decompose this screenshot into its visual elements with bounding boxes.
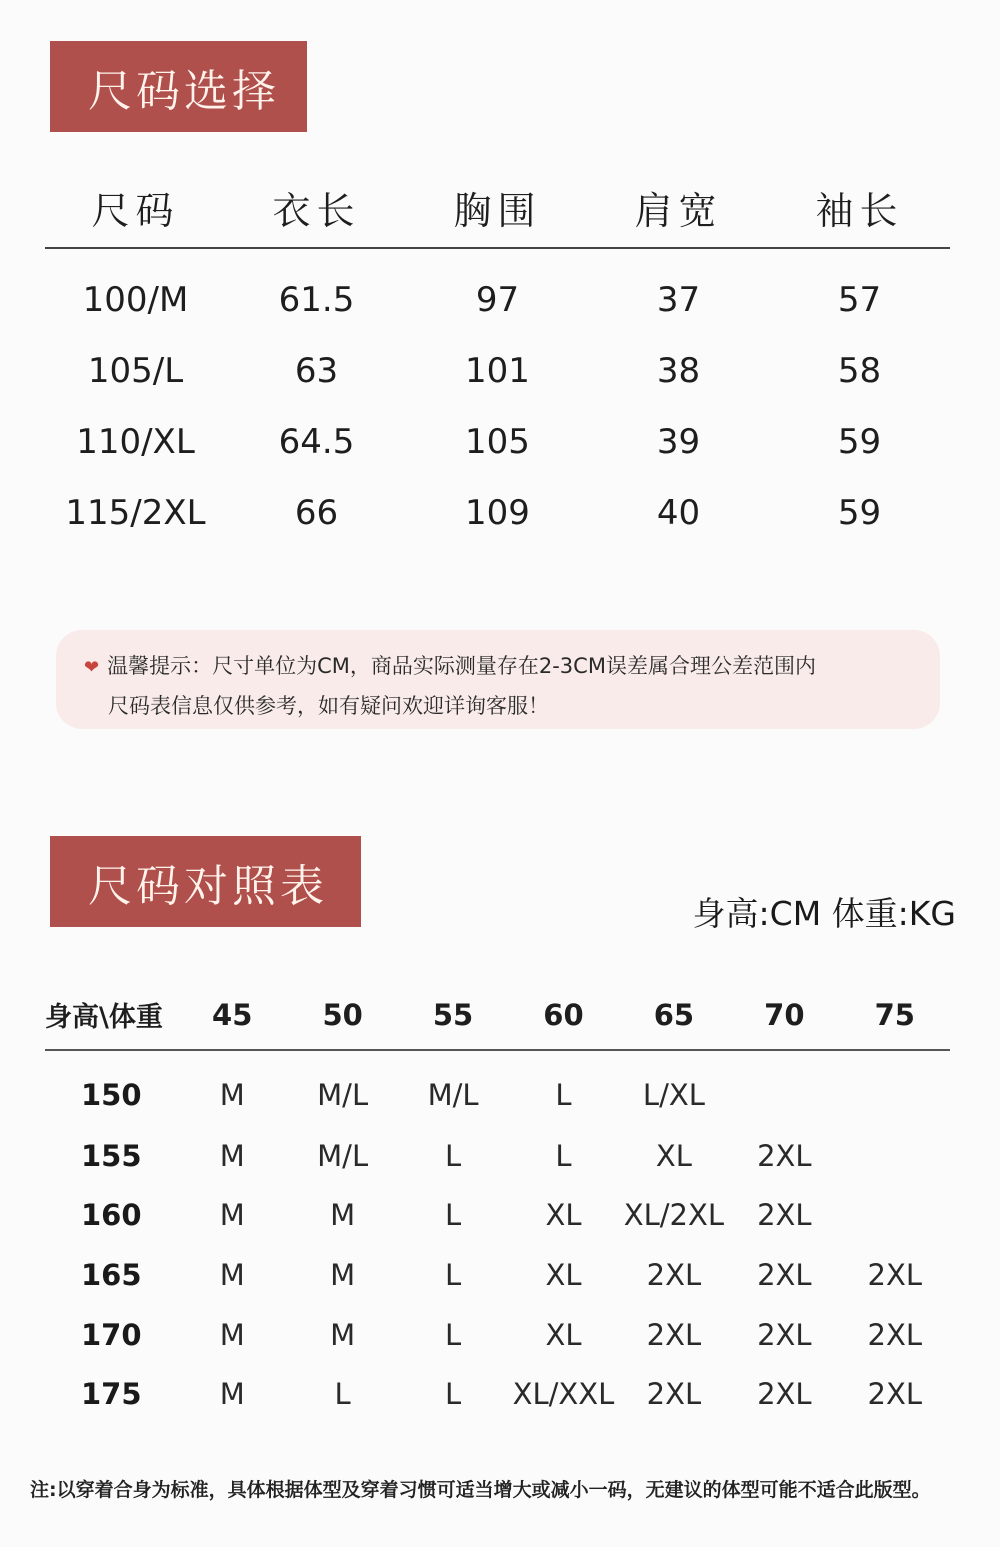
table-cell: 2XL bbox=[757, 1257, 812, 1292]
table-row bbox=[45, 477, 950, 548]
table-cell: 2XL bbox=[646, 1257, 702, 1292]
header-weight: 60 bbox=[508, 980, 618, 1050]
size-selection-title-text: 尺码选择 bbox=[88, 65, 280, 117]
table-cell: M bbox=[219, 1317, 245, 1352]
table-cell: 59 bbox=[837, 492, 882, 533]
table-cell: 97 bbox=[475, 280, 520, 320]
table-cell: M/L bbox=[317, 1138, 369, 1173]
table-cell: L bbox=[444, 1138, 462, 1173]
table-cell: L bbox=[334, 1377, 351, 1412]
table-cell bbox=[729, 1050, 839, 1126]
table-cell: 2XL bbox=[867, 1317, 922, 1352]
table-cell: 101 bbox=[465, 350, 530, 391]
table-cell: L/XL bbox=[642, 1077, 705, 1112]
height-cell: 170 bbox=[81, 1317, 142, 1352]
table-cell: M/L bbox=[427, 1077, 479, 1112]
table-cell: XL/2XL bbox=[623, 1198, 725, 1233]
header-weight: 75 bbox=[840, 980, 950, 1050]
table-cell: M bbox=[219, 1198, 245, 1233]
table-cell: M bbox=[330, 1257, 356, 1292]
height-cell: 165 bbox=[81, 1257, 142, 1292]
table-cell: 58 bbox=[837, 350, 882, 391]
table-cell: L bbox=[444, 1198, 462, 1233]
table-cell: 2XL bbox=[867, 1377, 922, 1412]
table-cell: 2XL bbox=[757, 1317, 812, 1352]
table-cell: M bbox=[219, 1377, 245, 1412]
header-weight: 50 bbox=[287, 980, 397, 1050]
table-cell: 105 bbox=[465, 421, 530, 462]
header-weight: 65 bbox=[619, 980, 729, 1050]
table-cell bbox=[840, 1126, 950, 1186]
tip-box bbox=[56, 630, 940, 729]
table-cell: L bbox=[444, 1377, 462, 1412]
table-cell: 38 bbox=[656, 350, 701, 391]
table-cell: 59 bbox=[837, 421, 882, 462]
table-row bbox=[45, 1050, 950, 1126]
table-cell: XL bbox=[655, 1138, 692, 1173]
table-row bbox=[45, 248, 950, 335]
table-cell: L bbox=[555, 1138, 572, 1173]
table-cell: XL/XXL bbox=[512, 1377, 615, 1412]
size-table-header-row bbox=[45, 168, 950, 248]
table-cell: 110/XL bbox=[76, 421, 195, 462]
heart-icon: ❤ bbox=[84, 657, 100, 678]
table-cell: 63 bbox=[294, 350, 339, 391]
size-chart-title-text: 尺码对照表 bbox=[88, 860, 328, 912]
header-height-weight: 身高\体重 bbox=[45, 980, 177, 1050]
table-cell: 115/2XL bbox=[65, 492, 206, 533]
table-cell: M bbox=[330, 1317, 356, 1352]
header-sleeve: 袖长 bbox=[769, 168, 950, 248]
size-chart-table bbox=[45, 980, 950, 1424]
table-cell: XL bbox=[545, 1317, 582, 1352]
table-row bbox=[45, 335, 950, 406]
table-cell: 109 bbox=[465, 492, 530, 533]
table-cell: L bbox=[444, 1317, 462, 1352]
height-cell: 175 bbox=[81, 1377, 142, 1412]
header-weight: 70 bbox=[729, 980, 839, 1050]
table-cell: 39 bbox=[656, 421, 701, 462]
table-row bbox=[45, 1186, 950, 1246]
table-cell: 105/L bbox=[87, 350, 184, 391]
table-cell: M bbox=[330, 1198, 356, 1233]
table-cell: 2XL bbox=[757, 1138, 812, 1173]
header-weight: 45 bbox=[177, 980, 287, 1050]
footnote: 注:以穿着合身为标准，具体根据体型及穿着习惯可适当增大或减小一码，无建议的体型可能不适合此版型。 bbox=[30, 1479, 931, 1501]
table-row bbox=[45, 1305, 950, 1365]
table-cell: 2XL bbox=[757, 1198, 812, 1233]
header-length: 衣长 bbox=[226, 168, 407, 248]
table-cell bbox=[840, 1186, 950, 1246]
table-cell: 61.5 bbox=[278, 280, 355, 320]
table-cell: M bbox=[219, 1138, 245, 1173]
height-cell: 160 bbox=[81, 1198, 142, 1233]
table-cell: 57 bbox=[837, 280, 882, 320]
table-cell: M bbox=[219, 1257, 245, 1292]
tip-text-1: 温馨提示：尺寸单位为CM，商品实际测量存在2-3CM误差属合理公差范围内 bbox=[107, 654, 816, 678]
table-cell: 2XL bbox=[757, 1377, 812, 1412]
table-cell: M/L bbox=[317, 1077, 369, 1112]
height-cell: 155 bbox=[81, 1138, 142, 1173]
tip-line-1 bbox=[84, 647, 940, 687]
table-cell: 64.5 bbox=[278, 421, 355, 462]
table-cell: L bbox=[444, 1257, 462, 1292]
table-row bbox=[45, 1364, 950, 1424]
table-cell: XL bbox=[545, 1198, 582, 1233]
table-cell: 2XL bbox=[867, 1257, 922, 1292]
header-size: 尺码 bbox=[45, 168, 226, 248]
chart-header-row bbox=[45, 980, 950, 1050]
tip-line-2: 尺码表信息仅供参考，如有疑问欢迎详询客服！ bbox=[108, 694, 549, 718]
table-cell bbox=[840, 1050, 950, 1126]
table-cell: L bbox=[555, 1077, 572, 1112]
table-cell: 66 bbox=[294, 492, 339, 533]
table-row bbox=[45, 406, 950, 477]
table-row bbox=[45, 1126, 950, 1186]
table-cell: 37 bbox=[656, 280, 701, 320]
header-weight: 55 bbox=[398, 980, 508, 1050]
table-cell: 100/M bbox=[82, 280, 189, 320]
table-cell: 2XL bbox=[646, 1377, 702, 1412]
size-chart-title bbox=[50, 836, 361, 927]
header-shoulder: 肩宽 bbox=[588, 168, 769, 248]
size-table bbox=[45, 168, 950, 548]
units-label: 身高:CM 体重:KG bbox=[692, 894, 956, 933]
height-cell: 150 bbox=[81, 1077, 142, 1112]
table-cell: 2XL bbox=[646, 1317, 702, 1352]
size-selection-title bbox=[50, 41, 307, 132]
table-cell: XL bbox=[545, 1257, 582, 1292]
header-chest: 胸围 bbox=[407, 168, 588, 248]
table-cell: M bbox=[219, 1077, 245, 1112]
table-cell: 40 bbox=[656, 492, 701, 533]
table-row bbox=[45, 1245, 950, 1305]
